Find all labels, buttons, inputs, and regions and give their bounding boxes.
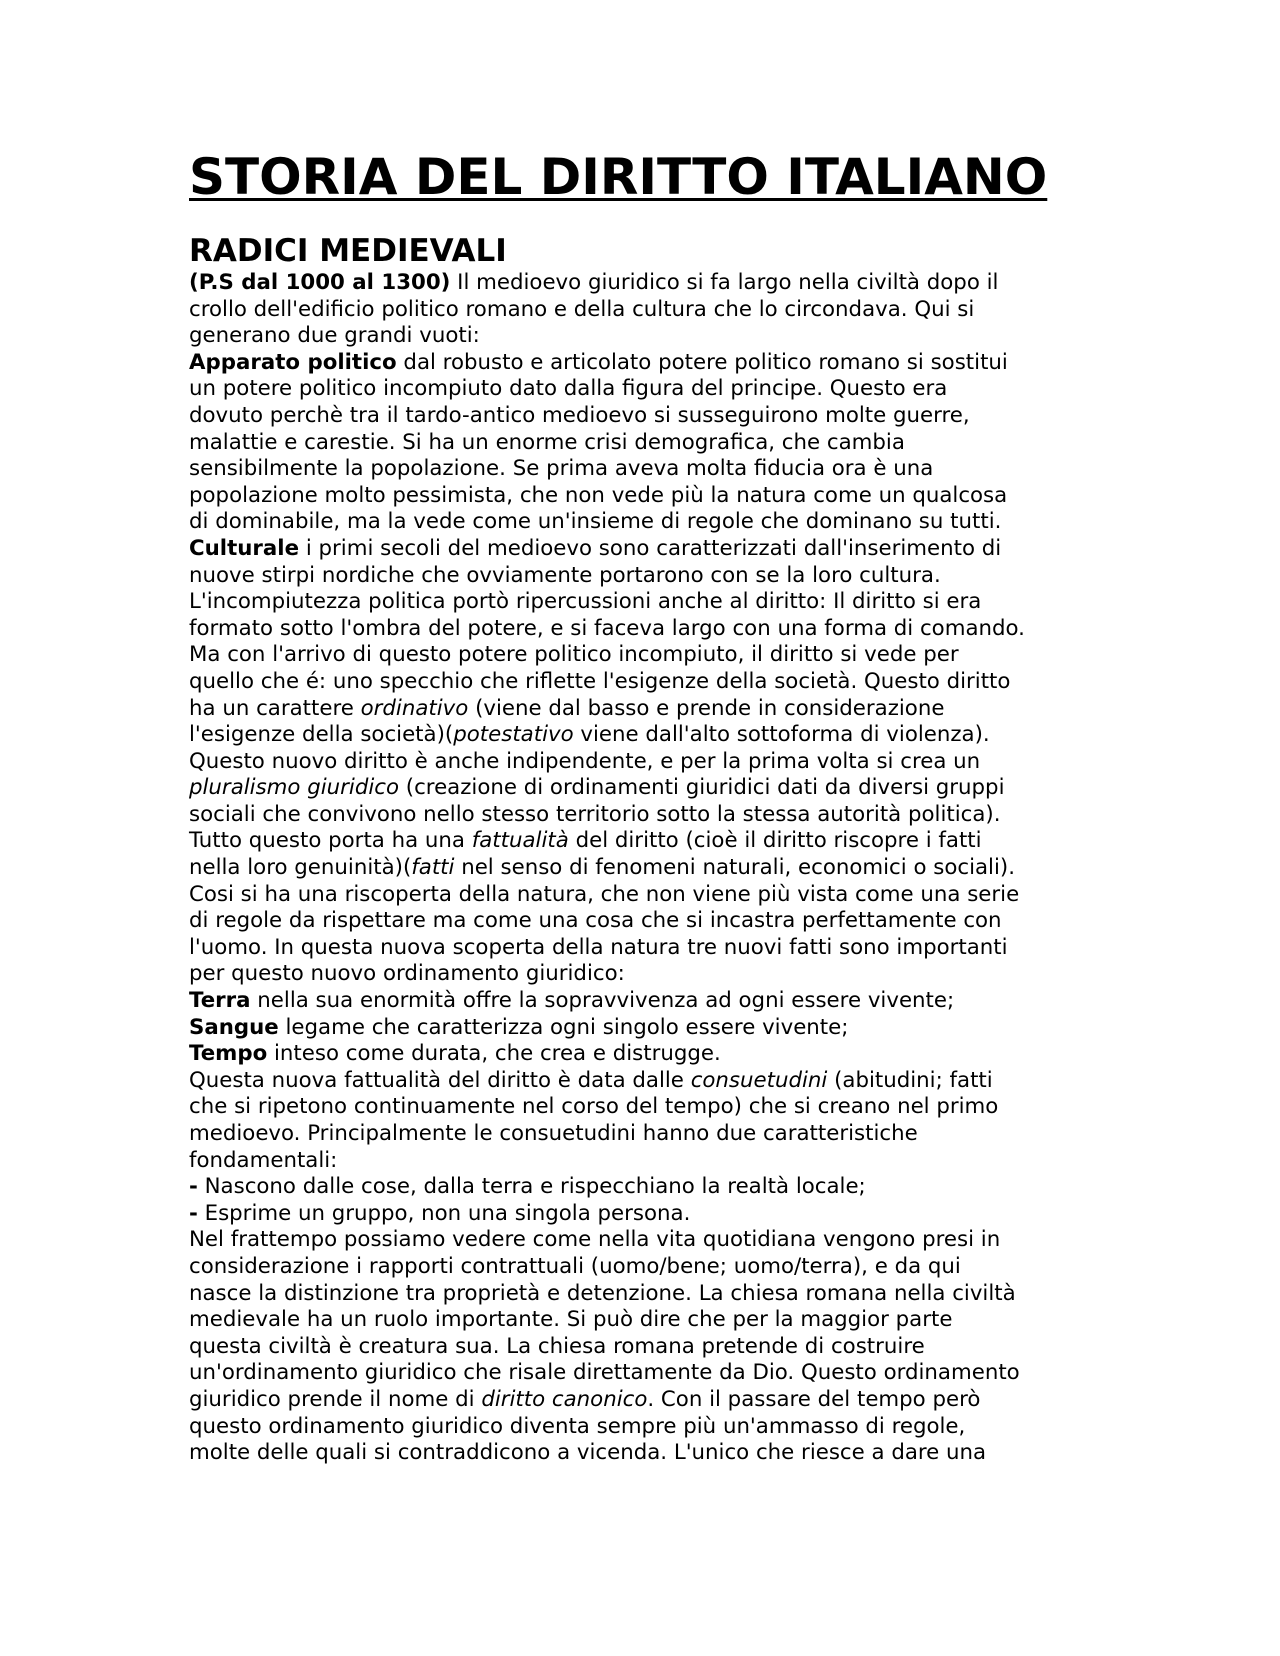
text-run: giuridico prende il nome di: [189, 1386, 482, 1412]
text-run: Il medioevo giuridico si fa largo nella civiltà dopo il: [450, 270, 999, 295]
text-run: di regole da rispettare ma come una cosa che si incastra perfettamente con: [189, 908, 1002, 934]
text-run: nel senso di fenomeni naturali, economici o sociali).: [454, 855, 1015, 881]
text-run: Nascono dalle cose, dalla terra e rispecchiano la realtà locale;: [197, 1174, 866, 1200]
text-line: [189, 1334, 1089, 1361]
text-run: questa civiltà è creatura sua. La chiesa romana pretende di costruire: [189, 1333, 925, 1359]
text-run: inteso come durata, che crea e distrugge.: [267, 1041, 721, 1067]
text-run: un'ordinamento giuridico che risale direttamente da Dio. Questo ordinamento: [189, 1360, 1020, 1386]
bold-text: (P.S dal 1000 al 1300): [189, 270, 451, 295]
text-run: sensibilmente la popolazione. Se prima aveva molta fiducia ora è una: [189, 456, 934, 482]
italic-text: ordinativo: [360, 695, 469, 721]
text-run: (abitudini; fatti: [827, 1067, 993, 1093]
text-run: questo ordinamento giuridico diventa sempre più un'ammasso di regole,: [189, 1413, 966, 1439]
text-run: popolazione molto pessimista, che non vede più la natura come un qualcosa: [189, 482, 1008, 508]
body-text: [189, 270, 1089, 1467]
italic-text: diritto canonico: [481, 1386, 648, 1412]
text-line: [189, 935, 1089, 962]
text-line: [189, 1174, 1089, 1201]
text-line: [189, 696, 1089, 723]
text-line: [189, 563, 1089, 590]
text-run: i primi secoli del medioevo sono caratterizzati dall'inserimento di: [299, 535, 1002, 561]
text-line: [189, 1041, 1089, 1068]
text-run: Nel frattempo possiamo vedere come nella vita quotidiana vengono presi in: [189, 1227, 1001, 1253]
text-line: [189, 1414, 1089, 1441]
bold-text: Apparato politico: [189, 349, 397, 375]
italic-text: fatti: [411, 855, 455, 881]
text-run: legame che caratterizza ogni singolo essere vivente;: [278, 1014, 849, 1040]
text-line: [189, 775, 1089, 802]
text-run: medievale ha un ruolo importante. Si può dire che per la maggior parte: [189, 1307, 953, 1333]
text-line: [189, 430, 1089, 457]
text-run: dovuto perchè tra il tardo-antico medioevo si susseguirono molte guerre,: [189, 402, 970, 428]
text-line: [189, 855, 1089, 882]
bold-text: -: [189, 1174, 198, 1200]
text-line: [189, 749, 1089, 776]
text-line: [189, 988, 1089, 1015]
text-line: [189, 1360, 1089, 1387]
text-run: l'esigenze della società)(: [189, 722, 454, 748]
section-title: RADICI MEDIEVALI: [189, 233, 507, 269]
text-line: [189, 509, 1089, 536]
bold-text: Sangue: [189, 1014, 279, 1040]
text-run: malattie e carestie. Si ha un enorme crisi demografica, che cambia: [189, 429, 905, 455]
text-line: [189, 403, 1089, 430]
text-line: [189, 297, 1089, 324]
text-line: [189, 323, 1089, 350]
text-line: [189, 1387, 1089, 1414]
text-run: considerazione i rapporti contrattuali (uomo/bene; uomo/terra), e da qui: [189, 1253, 961, 1279]
text-line: [189, 376, 1089, 403]
text-run: crollo dell'edificio politico romano e della cultura che lo circondava. Qui si: [189, 296, 975, 322]
text-line: [189, 1281, 1089, 1308]
italic-text: potestativo: [453, 722, 574, 748]
text-line: [189, 1068, 1089, 1095]
text-line: [189, 882, 1089, 909]
text-run: generano due grandi vuoti:: [189, 323, 480, 349]
document-page: [189, 146, 1089, 1467]
text-line: [189, 1148, 1089, 1175]
text-line: [189, 1121, 1089, 1148]
text-run: medioevo. Principalmente le consuetudini hanno due caratteristiche: [189, 1121, 918, 1146]
text-run: Questo nuovo diritto è anche indipendente, e per la prima volta si crea un: [189, 748, 981, 774]
text-run: molte delle quali si contraddicono a vicenda. L'unico che riesce a dare una: [189, 1440, 987, 1466]
text-line: [189, 1440, 1089, 1467]
text-line: [189, 961, 1089, 988]
text-run: nuove stirpi nordiche che ovviamente portarono con se la loro cultura.: [189, 562, 941, 588]
text-run: per questo nuovo ordinamento giuridico:: [189, 961, 625, 987]
text-line: [189, 616, 1089, 643]
text-line: [189, 669, 1089, 696]
text-run: nasce la distinzione tra proprietà e detenzione. La chiesa romana nella civiltà: [189, 1280, 1016, 1306]
text-run: formato sotto l'ombra del potere, e si faceva largo con una forma di comando.: [189, 615, 1025, 641]
text-run: del diritto (cioè il diritto riscopre i fatti: [568, 828, 982, 854]
text-run: nella sua enormità offre la sopravvivenza ad ogni essere vivente;: [250, 988, 955, 1014]
text-run: (creazione di ordinamenti giuridici dati da diversi gruppi: [399, 775, 1005, 801]
text-line: [189, 908, 1089, 935]
bold-text: -: [189, 1200, 198, 1226]
text-line: [189, 350, 1089, 377]
text-line: [189, 589, 1089, 616]
text-line: [189, 642, 1089, 669]
text-run: quello che é: uno specchio che riflette l'esigenze della società. Questo diritto: [189, 668, 1011, 694]
text-run: . Con il passare del tempo però: [647, 1386, 981, 1412]
text-run: Esprime un gruppo, non una singola persona.: [197, 1200, 691, 1226]
text-run: ha un carattere: [189, 695, 361, 721]
text-run: Cosi si ha una riscoperta della natura, che non viene più vista come una serie: [189, 881, 1020, 907]
text-line: [189, 1307, 1089, 1334]
bold-text: Terra: [189, 988, 251, 1014]
text-run: (viene dal basso e prende in considerazione: [468, 695, 945, 721]
text-run: viene dall'alto sottoforma di violenza).: [573, 722, 990, 748]
text-run: Ma con l'arrivo di questo potere politico incompiuto, il diritto si vede per: [189, 642, 959, 668]
document-title: STORIA DEL DIRITTO ITALIANO: [189, 148, 1048, 206]
text-line: [189, 1015, 1089, 1042]
text-line: [189, 802, 1089, 829]
bold-text: Tempo: [189, 1041, 268, 1067]
text-run: che si ripetono continuamente nel corso del tempo) che si creano nel primo: [189, 1094, 999, 1120]
italic-text: consuetudini: [690, 1067, 828, 1093]
text-run: di dominabile, ma la vede come un'insieme di regole che dominano su tutti.: [189, 509, 1002, 535]
text-run: Questa nuova fattualità del diritto è data dalle: [189, 1067, 691, 1093]
text-line: [189, 483, 1089, 510]
text-run: l'uomo. In questa nuova scoperta della natura tre nuovi fatti sono importanti: [189, 934, 1008, 960]
bold-text: Culturale: [189, 535, 300, 561]
text-run: L'incompiutezza politica portò ripercussioni anche al diritto: Il diritto si era: [189, 589, 982, 615]
italic-text: pluralismo giuridico: [189, 775, 399, 801]
text-run: sociali che convivono nello stesso territorio sotto la stessa autorità politica).: [189, 801, 1001, 827]
italic-text: fattualità: [471, 828, 569, 854]
text-line: [189, 1227, 1089, 1254]
text-run: nella loro genuinità)(: [189, 855, 412, 881]
text-line: [189, 1201, 1089, 1228]
text-line: [189, 1094, 1089, 1121]
text-line: [189, 456, 1089, 483]
text-line: [189, 270, 1089, 297]
text-run: un potere politico incompiuto dato dalla figura del principe. Questo era: [189, 376, 948, 402]
text-line: [189, 536, 1089, 563]
text-line: [189, 722, 1089, 749]
text-line: [189, 1254, 1089, 1281]
text-line: [189, 828, 1089, 855]
text-run: dal robusto e articolato potere politico romano si sostitui: [396, 349, 1008, 375]
text-run: Tutto questo porta ha una: [189, 828, 472, 854]
text-run: fondamentali:: [189, 1147, 338, 1173]
